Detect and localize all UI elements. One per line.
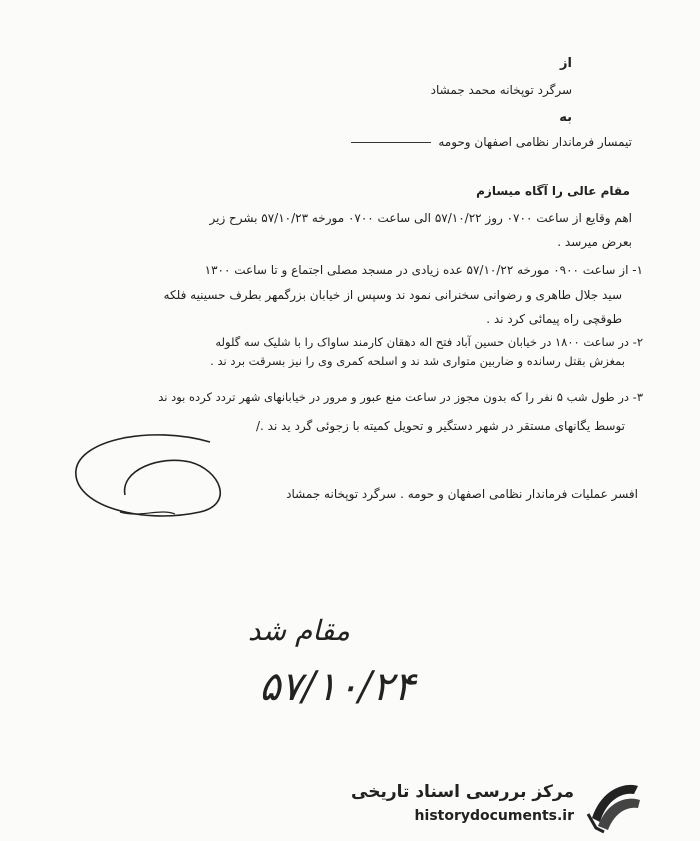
signature-underline-scribble: [120, 512, 175, 514]
item-1-line-1: ۱- از ساعت ۰۹۰۰ مورخه ۵۷/۱۰/۲۲ عده زیادی در مسجد مصلی اجتماع و تا ساعت ۱۳۰۰: [204, 263, 643, 277]
item-3-line-2: توسط یگانهای مستقر در شهر دستگیر و تحویل کمیته با زجوئی گرد ید ند ./: [255, 419, 625, 433]
watermark: [351, 778, 644, 834]
recipient-dash-line: [351, 142, 431, 143]
watermark-title: مرکز بررسی اسناد تاریخی: [351, 782, 574, 802]
item-3-line-1: ۳- در طول شب ۵ نفر را که بدون مجوز در ساعت منع عبور و مرور در خیابانهای شهر تردد کرده بود ند: [158, 390, 643, 404]
recipient-text: تیمسار فرماندار نظامی اصفهان وحومه: [438, 135, 632, 149]
handwritten-note: مقام شد: [247, 614, 350, 647]
signature-line: افسر عملیات فرماندار نظامی اصفهان و حومه . سرگرد توپخانه جمشاد: [286, 487, 638, 501]
item-1-line-3: طوقچی راه پیمائی کرد ند .: [486, 312, 622, 326]
intro-line-2: بعرض میرسد .: [557, 235, 632, 249]
sender-name: سرگرد توپخانه محمد جمشاد: [430, 83, 572, 97]
signature-oval-scribble: [76, 435, 220, 516]
book-logo-icon: [584, 778, 644, 834]
watermark-url: historydocuments.ir: [414, 808, 574, 824]
item-2-line-1: ۲- در ساعت ۱۸۰۰ در خیابان حسین آباد فتح اله دهقان کارمند ساواک را با شلیک سه گلوله: [215, 335, 643, 349]
from-label: از: [560, 56, 572, 71]
item-2-line-2: بمغزش بقتل رسانده و ضاربین متواری شد ند و اسلحه کمری وی را نیز بسرقت برد ند .: [210, 354, 625, 368]
intro-line-1: اهم وقایع از ساعت ۰۷۰۰ روز ۵۷/۱۰/۲۲ الی ساعت ۰۷۰۰ مورخه ۵۷/۱۰/۲۳ بشرح زیر: [209, 211, 632, 225]
recipient-name: [351, 134, 633, 150]
handwritten-date: ۵۷/۱۰/۲۴: [259, 664, 415, 710]
salutation: مقام عالی را آگاه میسازم: [476, 184, 630, 198]
to-label: به: [559, 110, 572, 125]
item-1-line-2: سید جلال طاهری و رضوانی سخنرانی نمود ند وسپس از خیابان بزرگمهر بطرف حسینیه فلکه: [163, 288, 622, 302]
